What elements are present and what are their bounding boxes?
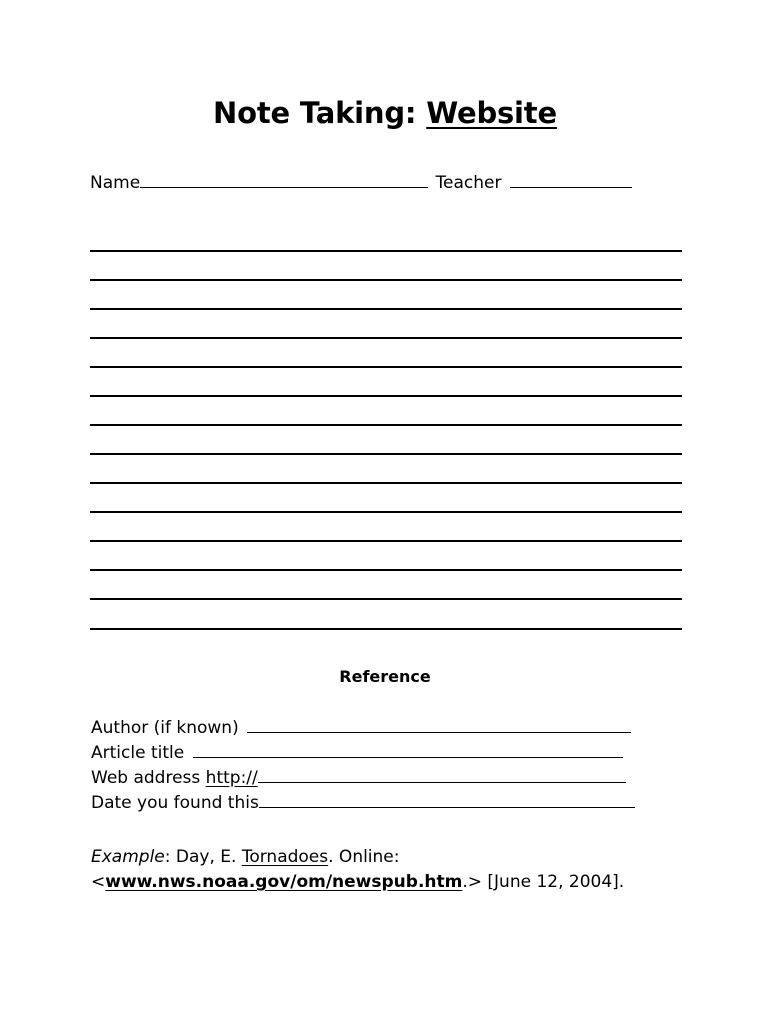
note-line[interactable] (90, 598, 682, 600)
date-found-field[interactable] (259, 792, 635, 808)
article-title-field[interactable] (193, 742, 623, 758)
example-label: Example (91, 847, 165, 867)
author-row (91, 717, 631, 738)
web-address-prefix: http:// (205, 768, 258, 788)
note-line[interactable] (90, 395, 682, 397)
name-label: Name (90, 173, 141, 193)
example-online: . Online: (328, 847, 400, 867)
note-line[interactable] (90, 337, 682, 339)
note-line[interactable] (90, 250, 682, 252)
teacher-label: Teacher (435, 173, 502, 193)
example-date: .> [June 12, 2004]. (462, 872, 625, 892)
note-line[interactable] (90, 279, 682, 281)
note-line[interactable] (90, 366, 682, 368)
title-text: Note Taking: (213, 96, 427, 130)
article-title-row (91, 742, 623, 763)
web-address-row (91, 767, 626, 788)
note-line[interactable] (90, 511, 682, 513)
note-line[interactable] (90, 482, 682, 484)
example-author: : Day, E. (164, 847, 242, 867)
note-line[interactable] (90, 569, 682, 571)
date-found-row (91, 792, 635, 813)
note-line[interactable] (90, 308, 682, 310)
note-line[interactable] (90, 628, 682, 630)
note-line[interactable] (90, 424, 682, 426)
example-url-link[interactable]: www.nws.noaa.gov/om/newspub.htm (105, 872, 463, 892)
title-underlined: Website (426, 96, 557, 130)
reference-heading: Reference (339, 667, 431, 686)
web-address-field[interactable] (258, 767, 626, 783)
example-open-bracket: < (91, 872, 106, 892)
note-line[interactable] (90, 540, 682, 542)
note-line[interactable] (90, 453, 682, 455)
author-label: Author (if known) (91, 718, 239, 738)
example-work-title: Tornadoes (241, 847, 329, 867)
citation-example (91, 845, 624, 895)
article-title-label: Article title (91, 743, 185, 763)
date-found-label: Date you found this (91, 793, 259, 813)
author-field[interactable] (247, 717, 631, 733)
web-address-label: Web address (91, 768, 206, 788)
